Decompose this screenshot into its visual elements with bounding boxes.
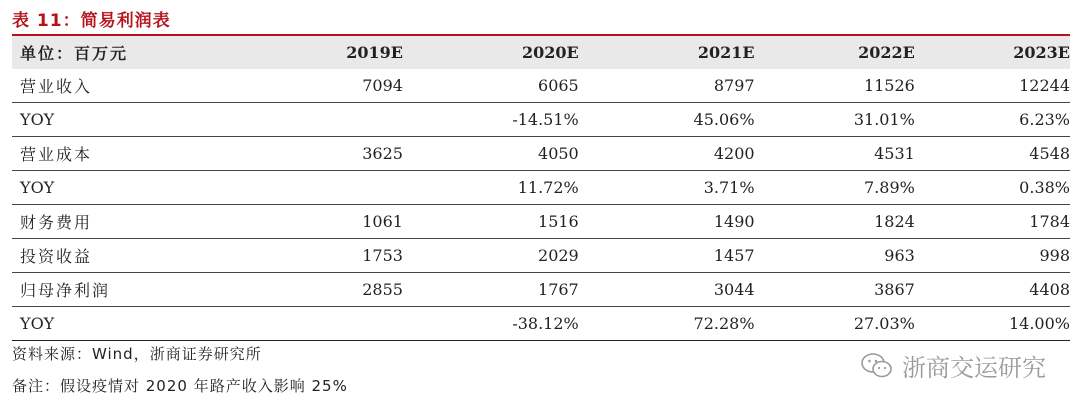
cell: 1061 — [232, 205, 403, 239]
cell: -14.51% — [403, 103, 579, 137]
year-header: 2023E — [1013, 43, 1070, 62]
cell: 4531 — [755, 137, 915, 171]
row-label: YOY — [12, 307, 232, 341]
cell: 963 — [755, 239, 915, 273]
cell: 72.28% — [579, 307, 755, 341]
year-header: 2019E — [346, 43, 403, 62]
cell: 1457 — [579, 239, 755, 273]
unit-label: 单位：百万元 — [20, 44, 129, 63]
cell: 1753 — [232, 239, 403, 273]
cell: 4408 — [915, 273, 1070, 307]
cell: 4548 — [915, 137, 1070, 171]
cell: 1824 — [755, 205, 915, 239]
cell: 0.38% — [915, 171, 1070, 205]
cell: 4050 — [403, 137, 579, 171]
cell: 4200 — [579, 137, 755, 171]
assumption-note: 备注：假设疫情对 2020 年路产收入影响 25% — [12, 377, 348, 395]
cell: 998 — [915, 239, 1070, 273]
table-row — [12, 273, 1070, 307]
cell — [232, 307, 403, 341]
cell: 45.06% — [579, 103, 755, 137]
cell: 6065 — [403, 69, 579, 103]
row-label: 营业成本 — [12, 137, 232, 171]
table-row — [12, 137, 1070, 171]
year-header: 2021E — [697, 43, 755, 62]
watermark-text: 浙商交运研究 — [902, 354, 1046, 382]
table-header-row — [12, 36, 1070, 69]
cell: 7094 — [232, 69, 403, 103]
source-note: 资料来源：Wind，浙商证券研究所 — [12, 345, 262, 363]
year-header: 2022E — [858, 43, 915, 62]
row-label: 归母净利润 — [12, 273, 232, 307]
cell: 6.23% — [915, 103, 1070, 137]
table-row — [12, 205, 1070, 239]
cell: 1490 — [579, 205, 755, 239]
table-row — [12, 239, 1070, 273]
income-statement-table — [12, 36, 1070, 341]
row-label: 投资收益 — [12, 239, 232, 273]
cell: 8797 — [579, 69, 755, 103]
cell: 11526 — [755, 69, 915, 103]
cell: 2855 — [232, 273, 403, 307]
cell: 27.03% — [755, 307, 915, 341]
cell: 3.71% — [579, 171, 755, 205]
table-title: 表 11：简易利润表 — [12, 11, 171, 31]
table-row — [12, 171, 1070, 205]
year-header: 2020E — [522, 43, 579, 62]
row-label: YOY — [12, 103, 232, 137]
cell: 3625 — [232, 137, 403, 171]
wechat-icon — [860, 352, 894, 380]
cell: 12244 — [915, 69, 1070, 103]
watermark — [860, 348, 1046, 383]
cell: 1516 — [403, 205, 579, 239]
cell: 7.89% — [755, 171, 915, 205]
cell: 1767 — [403, 273, 579, 307]
cell — [232, 171, 403, 205]
row-label: 营业收入 — [12, 69, 232, 103]
table-row — [12, 103, 1070, 137]
cell: 3044 — [579, 273, 755, 307]
table-row — [12, 307, 1070, 341]
row-label: YOY — [12, 171, 232, 205]
cell: 11.72% — [403, 171, 579, 205]
cell — [232, 103, 403, 137]
table-row — [12, 69, 1070, 103]
cell: -38.12% — [403, 307, 579, 341]
cell: 14.00% — [915, 307, 1070, 341]
row-label: 财务费用 — [12, 205, 232, 239]
cell: 31.01% — [755, 103, 915, 137]
cell: 1784 — [915, 205, 1070, 239]
cell: 3867 — [755, 273, 915, 307]
cell: 2029 — [403, 239, 579, 273]
